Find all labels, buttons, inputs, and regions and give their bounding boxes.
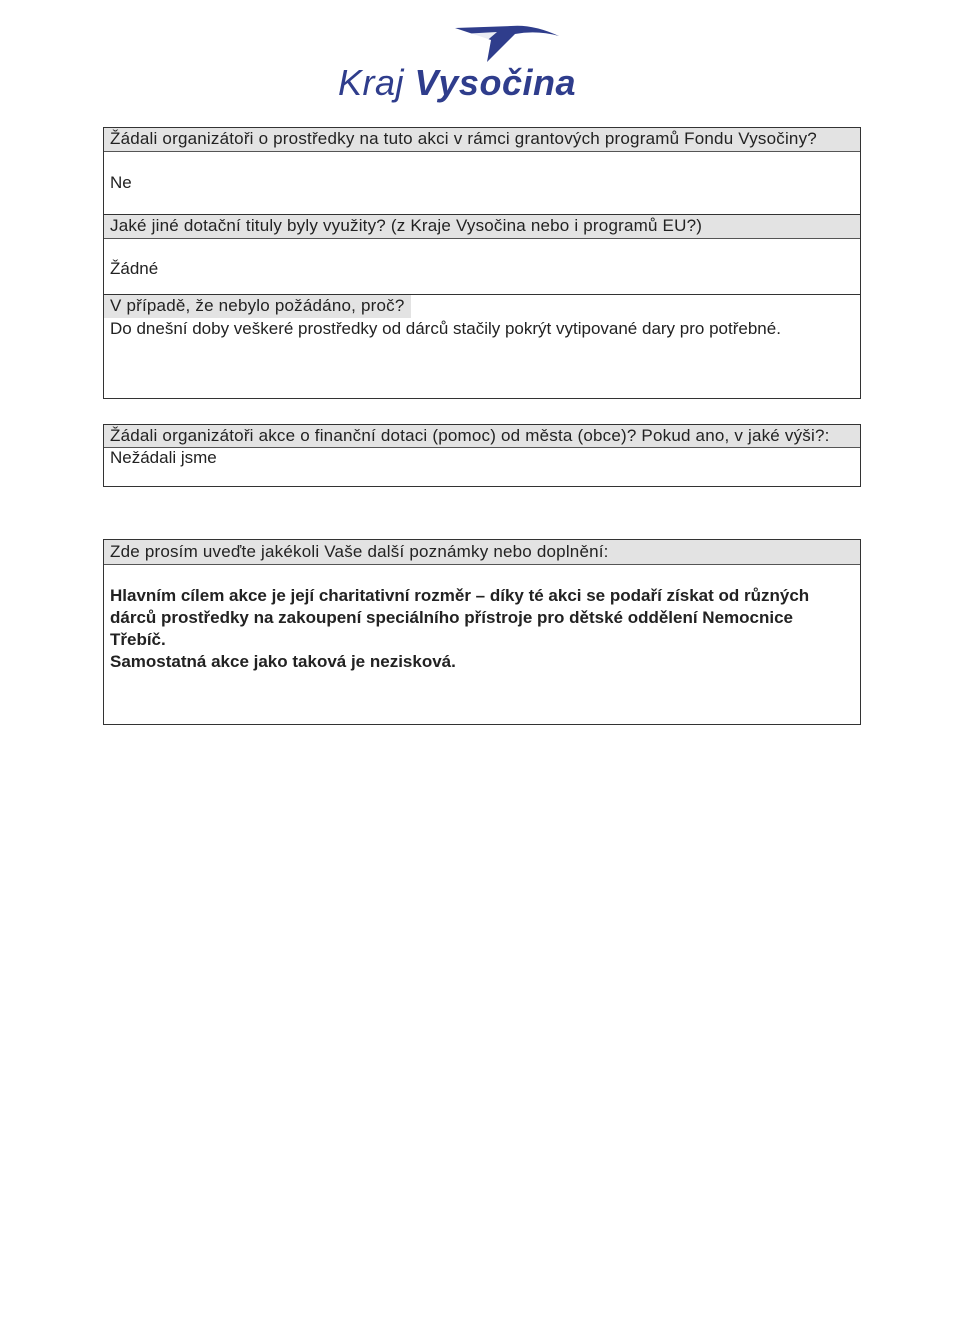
notes-line: Samostatná akce jako taková je nezisková.	[110, 652, 456, 671]
kraj-vysocina-logo	[338, 22, 576, 103]
grant-funding-box	[103, 127, 861, 399]
notes-line: dárců prostředky na zakoupení speciálního přístroje pro dětské oddělení Nemocnice	[110, 608, 794, 627]
notes-text	[104, 565, 860, 673]
notes-box	[103, 539, 861, 725]
answer-fond-vysociny: Ne	[110, 173, 132, 192]
question-fond-vysociny: Žádali organizátoři o prostředky na tuto akci v rámci grantových programů Fondu Vysočiny?	[104, 128, 860, 152]
logo-word-vysocina: Vysočina	[414, 62, 576, 103]
notes-line: Hlavním cílem akce je její charitativní rozměr – díky té akci se podaří získat od různých	[110, 586, 810, 605]
logo-swoosh-icon	[453, 22, 563, 64]
notes-line: Třebíč.	[110, 630, 166, 649]
logo-word-kraj: Kraj	[338, 62, 405, 103]
city-subsidy-box	[103, 424, 861, 487]
question-why-not: V případě, že nebylo požádáno, proč?	[104, 295, 411, 318]
answer-why-not: Do dnešní doby veškeré prostředky od dárců stačily pokrýt vytipované dary pro potřebné.	[110, 319, 781, 338]
answer-city-subsidy: Nežádali jsme	[110, 448, 217, 467]
question-city-subsidy: Žádali organizátoři akce o finanční dotaci (pomoc) od města (obce)? Pokud ano, v jaké výši?:	[104, 425, 860, 448]
answer-other-grants: Žádné	[110, 259, 159, 278]
logo-text	[338, 62, 576, 104]
question-notes: Zde prosím uveďte jakékoli Vaše další poznámky nebo doplnění:	[104, 540, 860, 565]
question-other-grants: Jaké jiné dotační tituly byly využity? (z Kraje Vysočina nebo i programů EU?)	[104, 215, 860, 239]
